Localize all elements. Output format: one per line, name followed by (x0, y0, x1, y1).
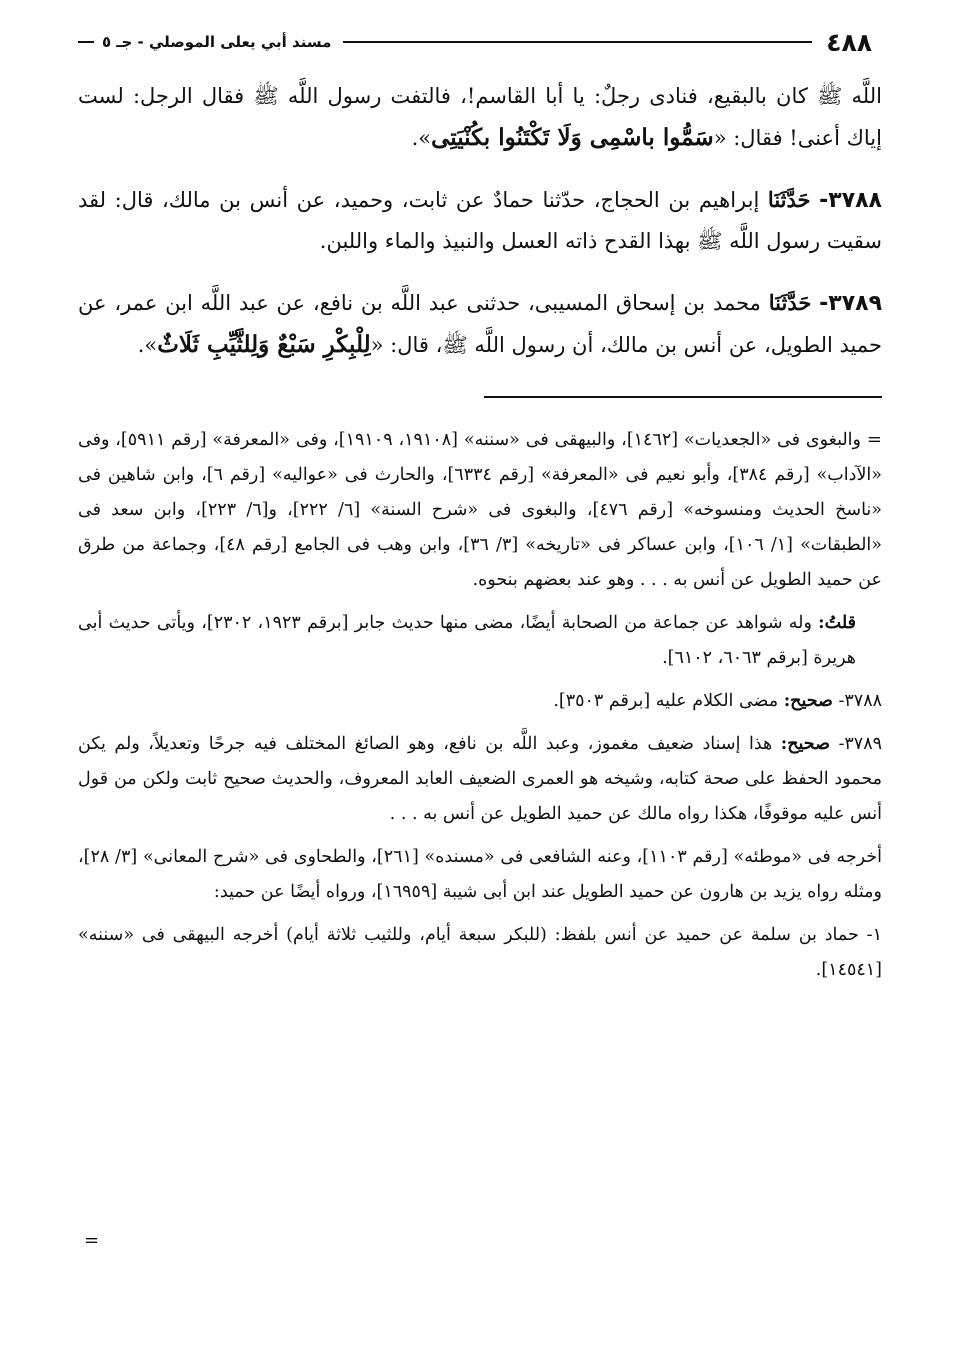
item-number: ١- (866, 925, 882, 945)
continuation-line-1: اللَّه ﷺ كان بالبقيع، فنادى رجلٌ: يا أبا القاسم!، فالتفت رسول اللَّه ﷺ فقال الرجل: (132, 84, 882, 108)
continuation-marker: = (866, 429, 882, 450)
continues-marker: = (84, 1230, 100, 1251)
footnote-separator (484, 396, 882, 398)
footnote-qult (78, 606, 882, 676)
grade-label: صحيح: (780, 734, 830, 754)
book-page (78, 22, 882, 1342)
footnote-item-1 (78, 918, 882, 988)
footnote-number: ٣٧٨٨- (838, 691, 882, 711)
footnote-takhrij (78, 840, 882, 910)
hadith-matn: لِلْبِكْرِ سَبْعٌ وَلِلثَّيِّبِ ثَلَاثٌ (157, 331, 371, 358)
footnote-text: حماد بن سلمة عن حميد عن أنس بلفظ: (للبكر سبعة أيام، وللثيب ثلاثة أيام) أخرجه البيهقى فى «سننه» [١٤٥٤١]. (78, 925, 882, 980)
running-title: مسند أبي يعلى الموصلي - جـ ٥ (102, 33, 332, 51)
header-dash (78, 41, 94, 43)
haddathana-keyword: حَدَّثَنَا (767, 187, 811, 212)
page-header (78, 22, 882, 62)
hadith-text: إبراهيم بن الحجاج، حدّثنا حمادٌ عن ثابت، وحميد، عن أنس بن مالك، قال: لقد سقيت رسول اللَّه ﷺ بهذا القدح ذاته العسل والنبيذ والماء واللبن. (78, 188, 882, 253)
footnote-text: والبغوى فى «الجعديات» [١٤٦٢]، والبيهقى فى «سننه» [١٩١٠٨، ١٩١٠٩]، وفى «المعرفة» [رقم ٥٩١١]، وفى «الآداب» [رقم ٣٨٤]، وأبو نعيم فى «المعرفة» [رقم ٦٣٣٤]، والحارث فى «عواليه» [رقم ٦]، وابن شاهين فى «ناسخ الحديث ومنسوخه» [رقم ٤٧٦]، والبغوى فى «شرح السنة» [٦/ ٢٢٢]، و[٦/ ٢٢٣]، وابن سعد فى «الطبقات» [١/ ١٠٦]، وابن عساكر فى «تاريخه» [٣/ ٣٦]، وابن وهب فى الجامع [رقم ٤٨]، وجماعة من طرق عن حميد الطويل عن أنس به . . . وهو عند بعضهم بنحوه. (78, 430, 882, 590)
footnote-text: مضى الكلام عليه [برقم ٣٥٠٣]. (553, 691, 779, 711)
hadith-number: ٣٧٨٩- (819, 291, 882, 316)
footnote-3789 (78, 727, 882, 832)
continuation-line-2-prefix: لست إياك أعنى! فقال: « (78, 84, 882, 150)
footnotes (78, 422, 882, 988)
hadith-number: ٣٧٨٨- (819, 188, 882, 213)
continuation-hadith-text: سَمُّوا باسْمِى وَلَا تَكْتَنُوا بكُنْيَتِى (431, 124, 714, 151)
page-number: ٤٨٨ (826, 27, 872, 57)
footnote-continuation (78, 422, 882, 598)
hadith-suffix: ». (137, 333, 158, 357)
hadith-3789 (78, 282, 882, 366)
continuation-suffix: ». (411, 126, 432, 150)
hadith-3788 (78, 179, 882, 262)
footnote-text: أخرجه فى «موطئه» [رقم ١١٠٣]، وعنه الشافعى فى «مسنده» [٢٦١]، والطحاوى فى «شرح المعانى» [٣/ ٢٨]، ومثله رواه يزيد بن هارون عن حميد الطويل عند ابن أبى شيبة [١٦٩٥٩]، ورواه أيضًا عن حميد: (78, 847, 882, 902)
footnote-text: وله شواهد عن جماعة من الصحابة أيضًا، مضى منها حديث جابر [برقم ١٩٢٣، ٢٣٠٢]، ويأتى حديث أبى هريرة [برقم ٦٠٦٣، ٦١٠٢]. (78, 613, 856, 668)
continuation-paragraph (78, 76, 882, 159)
main-text (78, 76, 882, 366)
footnote-number: ٣٧٨٩- (838, 734, 882, 754)
footnote-3788 (78, 684, 882, 719)
footnote-text: هذا إسناد ضعيف مغموز، وعبد اللَّه بن نافع، وهو الصائغ المختلف فيه جرحًا وتعديلاً، ولم يكن محمود الحفظ على صحة كتابه، وشيخه هو العمرى الضعيف العابد المعروف، والحديث صحيح ثابت ولكن من قول أنس عليه موقوفًا، هكذا رواه مالك عن حميد الطويل عن أنس به . . . (78, 734, 882, 824)
hadith-text: محمد بن إسحاق المسيبى، حدثنى عبد اللَّه بن نافع، عن عبد اللَّه ابن عمر، عن حميد الطويل، عن أنس بن مالك، أن رسول اللَّه ﷺ، قال: « (78, 291, 882, 357)
grade-label: صحيح: (783, 691, 833, 711)
qult-label: قلتُ: (818, 613, 856, 633)
haddathana-keyword: حَدَّثَنَا (768, 290, 812, 315)
header-rule (343, 41, 812, 43)
